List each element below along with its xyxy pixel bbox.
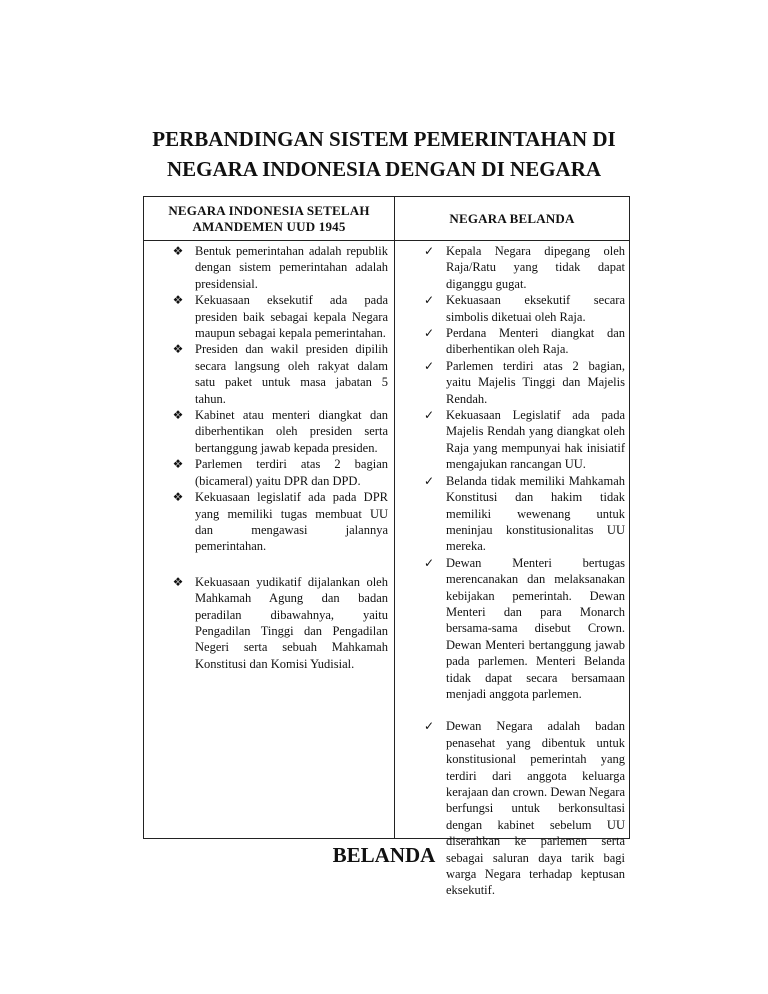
diamond-bullet-icon: ❖ [172,342,184,357]
diamond-bullet-icon: ❖ [172,490,184,505]
title-line-1: PERBANDINGAN SISTEM PEMERINTAHAN DI [152,127,616,151]
diamond-bullet-icon: ❖ [172,408,184,423]
checkmark-bullet-icon: ✓ [423,473,435,488]
header-divider [144,240,629,241]
list-item-text: Kekuasaan yudikatif dijalankan oleh Mahkamah Agung dan badan peradilan dibawahnya, yaitu Pengadilan Tinggi dan Pengadilan Negeri serta sebuah Mahkamah Konstitusi dan Komisi Yudisial. [195,574,388,671]
list-item-text: Presiden dan wakil presiden dipilih secara langsung oleh rakyat dalam satu paket untuk masa jabatan 5 tahun. [195,342,388,406]
spacer [166,555,388,574]
list-item-text: Kepala Negara dipegang oleh Raja/Ratu yang tidak dapat diganggu gugat. [446,244,625,291]
list-item [417,358,625,407]
list-item [417,325,625,358]
checkmark-bullet-icon: ✓ [423,719,435,734]
list-item-text: Dewan Negara adalah badan penasehat yang dibentuk untuk konstitusional pemerintah yang terdiri dari anggota keluarga kerajaan dan crown. Dewan Negara berfungsi untuk berkonsultasi dengan kabinet sebelum UU diserahkan ke parlemen serta sebagai saluran daya tarik bagi warga Negara terhadap keptusan eksekutif. [446,719,625,898]
list-item [417,407,625,473]
footer-heading: BELANDA [332,843,436,867]
belanda-list [417,243,625,899]
list-item-text: Parlemen terdiri atas 2 bagian (bicameral) yaitu DPR dan DPD. [195,457,388,488]
list-item-text: Dewan Menteri bertugas merencanakan dan melaksanakan kebijakan pemerintah. Dewan Menteri dan para Monarch bersama-sama disebut Crown. Dewan Menteri bertanggung jawab pada parlemen. Menteri Belanda tidak dapat secara bersamaan menjadi anggota parlemen. [446,555,625,701]
list-item-text: Perdana Menteri diangkat dan diberhentikan oleh Raja. [446,326,625,357]
list-item [166,341,388,407]
column-divider [394,197,395,838]
checkmark-bullet-icon: ✓ [423,555,435,570]
diamond-bullet-icon: ❖ [172,293,184,308]
list-item-text: Belanda tidak memiliki Mahkamah Konstitusi dan hakim tidak memiliki wewenang untuk meninjau konstitusionalitas UU mereka. [446,473,625,554]
list-item [417,473,625,555]
checkmark-bullet-icon: ✓ [423,326,435,341]
list-item-text: Kekuasaan legislatif ada pada DPR yang memiliki tugas membuat UU dan mengawasi jalannya pemerintahan. [195,490,388,554]
diamond-bullet-icon: ❖ [172,457,184,472]
indonesia-list [166,243,388,672]
comparison-table [143,196,630,898]
indonesia-column [166,243,388,672]
list-item [166,574,388,672]
header-indonesia: NEGARA INDONESIA SETELAH AMANDEMEN UUD 1945 [168,202,370,234]
list-item-text: Kekuasaan Legislatif ada pada Majelis Rendah yang diangkat oleh Raja yang mempunyai hak inisiatif mengajukan rancangan UU. [446,408,625,472]
checkmark-bullet-icon: ✓ [423,293,435,308]
list-item [417,718,625,898]
list-item-text: Bentuk pemerintahan adalah republik dengan sistem pemerintahan adalah presidensial. [195,244,388,291]
title-line-2: NEGARA INDONESIA DENGAN DI NEGARA [166,157,602,181]
checkmark-bullet-icon: ✓ [423,358,435,373]
list-item-text: Kabinet atau menteri diangkat dan diberhentikan oleh presiden serta bertanggung jawab kepada presiden. [195,408,388,455]
list-item [166,456,388,489]
diamond-bullet-icon: ❖ [172,574,184,589]
list-item [166,243,388,292]
list-item-text: Kekuasaan eksekutif ada pada presiden baik sebagai kepala Negara maupun sebagai kepala pemerintahan. [195,293,388,341]
list-item-text: Parlemen terdiri atas 2 bagian, yaitu Majelis Tinggi dan Majelis Rendah. [446,358,625,406]
checkmark-bullet-icon: ✓ [423,408,435,423]
checkmark-bullet-icon: ✓ [423,244,435,258]
list-item [417,555,625,703]
belanda-column [417,243,625,899]
list-item [166,407,388,456]
list-item [417,243,625,292]
document-title [120,124,648,184]
list-item [417,292,625,325]
header-belanda: NEGARA BELANDA [449,210,575,226]
list-item [166,292,388,341]
diamond-bullet-icon: ❖ [172,244,184,258]
spacer [417,702,625,718]
list-item-text: Kekuasaan eksekutif secara simbolis diketuai oleh Raja. [446,293,625,324]
list-item [166,489,388,555]
